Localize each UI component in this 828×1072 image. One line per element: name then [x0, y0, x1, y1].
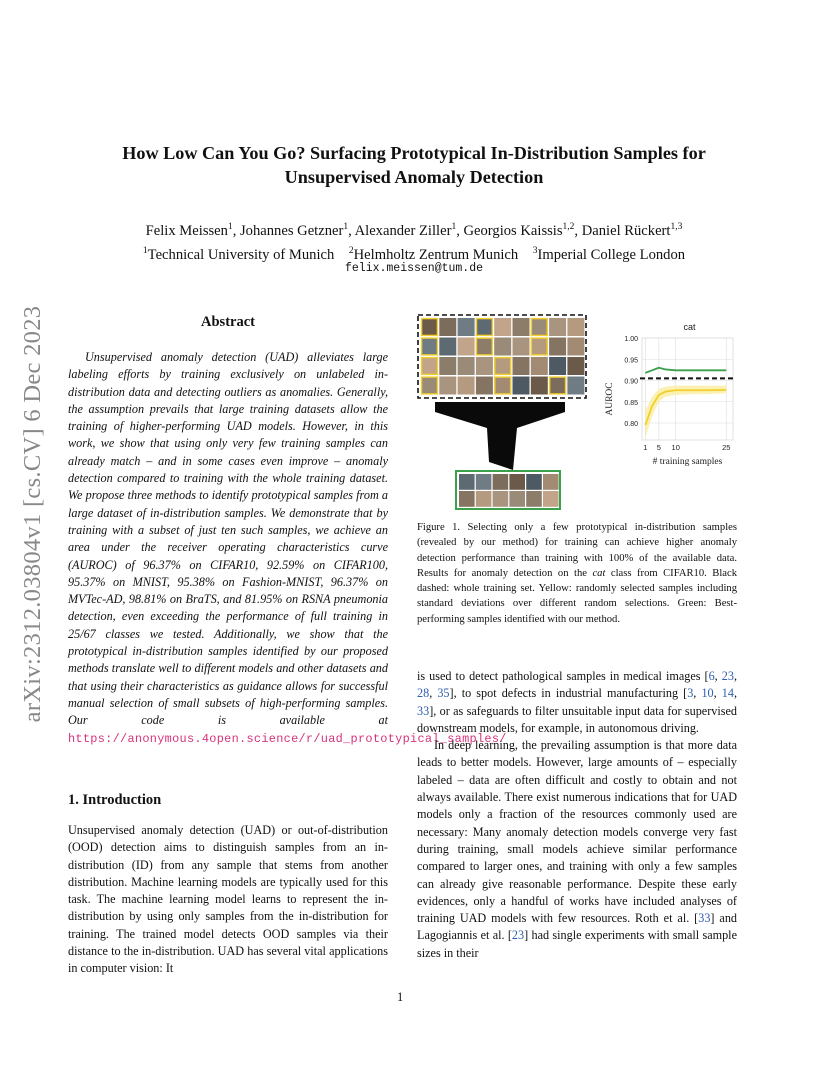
citation-link[interactable]: 33 — [417, 703, 430, 718]
intro-body: Unsupervised anomaly detection (UAD) or out-of-distribution (OOD) detection aims to distinguish samples from an in-distribution (ID) from any sample that stems from another distribution. Machine learning models are typically used for this task. The machine learning model learns to represent the in-distribution by using only samples from the in-distribution for training. The trained model detects OOD samples via their distance to the in-distribution. UAD has several vital applications in computer vision: It — [68, 823, 388, 976]
author-block — [60, 217, 768, 265]
caption-text: class from CIFAR10. Black dashed: whole training set. Yellow: randomly selected samples including standard deviations over different random selections. Green: Best-performing samples identified with our method. — [417, 567, 737, 625]
thumbnail — [421, 357, 438, 375]
thumbnail — [567, 377, 584, 395]
author-affil-sup: 1 — [451, 222, 457, 232]
thumbnail — [476, 377, 493, 395]
title-line-1: How Low Can You Go? Surfacing Prototypical In-Distribution Samples for — [122, 143, 706, 163]
thumbnail — [476, 357, 493, 375]
caption-text: Figure 1. Selecting only a few prototypical in-distribution samples (revealed by our method) for training can achieve higher anomaly detection performance than training with 100% of the available data. Results for anomaly detection on the — [417, 522, 737, 579]
y-tick-label: 0.90 — [624, 378, 638, 386]
x-tick-label: 25 — [722, 443, 731, 452]
right-paragraph-1: is used to detect pathological samples in medical images [6, 23, 28, 35], to spot defects in industrial manufacturing [3, 10, 14, 33], or as safeguards to filter unsuitable input data for supervised downstream models, for example, in autonomous driving. — [417, 669, 737, 735]
selected-thumbnail — [476, 474, 492, 490]
thumbnail — [494, 377, 511, 395]
thumbnail — [421, 318, 438, 336]
para-text: is used to detect pathological samples in medical images [ — [417, 669, 709, 683]
affiliation: Helmholtz Zentrum Munich — [353, 246, 519, 263]
affil-sup: 2 — [348, 245, 354, 256]
thumbnail — [549, 377, 566, 395]
citation-link[interactable]: 35 — [437, 686, 450, 701]
thumbnail — [567, 357, 584, 375]
thumbnail — [549, 338, 566, 356]
thumbnail — [531, 357, 548, 375]
selected-thumbnail — [476, 491, 492, 507]
y-tick-label: 0.85 — [624, 399, 638, 407]
author-name: Daniel Rückert — [581, 222, 671, 239]
thumbnail — [458, 338, 475, 356]
selected-thumbnail — [493, 491, 509, 507]
thumbnail — [513, 338, 530, 356]
thumbnail — [531, 338, 548, 356]
page-number: 1 — [397, 990, 404, 1004]
thumbnail — [494, 357, 511, 375]
x-axis-label: # training samples — [652, 457, 723, 467]
caption-class-name: cat — [592, 567, 606, 579]
selected-thumbnail — [493, 474, 509, 490]
author-affil-sup: 1,2 — [562, 222, 575, 232]
selected-thumbnail — [509, 474, 525, 490]
contact-email[interactable]: felix.meissen@tum.de — [344, 262, 484, 275]
para-text: ], or as safeguards to filter unsuitable input data for supervised downstream models, for example, in autonomous driving. — [417, 703, 737, 735]
author-line: Felix Meissen$^1$, Johannes Getzner$^1$, Alexander Ziller$^1$, Georgios Kaissis$^{1,2}$, Daniel Rückert$^{1,3}$ — [145, 222, 683, 239]
author-name: Johannes Getzner — [240, 222, 344, 239]
x-tick-label: 5 — [656, 443, 661, 452]
y-tick-label: 0.80 — [624, 421, 638, 428]
selected-thumbnail — [459, 474, 475, 490]
citation-link[interactable]: 10 — [701, 686, 714, 701]
author-affil-sup: 1 — [343, 222, 349, 232]
paper-title — [60, 141, 768, 189]
citation-link[interactable]: 33 — [698, 911, 711, 926]
selected-thumbnail — [526, 491, 542, 507]
thumbnail — [513, 357, 530, 375]
affil-sup: 3 — [532, 245, 538, 256]
thumbnail — [513, 377, 530, 395]
para-text: ], to spot defects in industrial manufacturing [ — [449, 686, 688, 701]
thumbnail — [458, 377, 475, 395]
citation-link[interactable]: 28 — [417, 686, 430, 701]
y-tick-label: 0.95 — [624, 357, 638, 365]
x-tick-label: 1 — [643, 443, 648, 452]
para-text: ] had single experiments with small sample sizes in their — [417, 928, 737, 960]
thumbnail — [494, 338, 511, 356]
selected-thumbnail — [526, 474, 542, 490]
intro-heading: 1. Introduction — [68, 792, 162, 808]
citation-link[interactable]: 23 — [511, 928, 525, 943]
thumbnail — [458, 357, 475, 375]
author-name: Alexander Ziller — [354, 222, 452, 239]
selected-thumbnail — [543, 474, 559, 490]
auroc-chart — [605, 322, 733, 467]
figure-1-graphic — [415, 310, 745, 510]
author-name: Georgios Kaissis — [463, 222, 563, 239]
funnel-icon — [435, 402, 565, 470]
thumbnail — [439, 377, 456, 395]
x-tick-label: 10 — [671, 443, 680, 452]
arxiv-stamp — [18, 290, 46, 740]
citation-link[interactable]: 3 — [687, 686, 694, 701]
right-paragraph-2 — [417, 737, 737, 962]
thumbnail — [549, 357, 566, 375]
author-name: Felix Meissen — [145, 222, 228, 239]
thumbnail — [513, 318, 530, 336]
thumbnail — [567, 338, 584, 356]
figure-caption — [417, 520, 737, 627]
figure-1 — [415, 310, 745, 510]
affiliation: Technical University of Munich — [147, 246, 335, 263]
thumbnail — [439, 318, 456, 336]
selected-samples — [456, 471, 560, 509]
para-text: In deep learning, the prevailing assumption is that more data leads to better models. However, large amounts of – especially labeled – data are often difficult and costly to obtain and not always available. There exist numerous indications that for UAD models only a fraction of the resources commonly used are necessary: Many anomaly detection models converge very fast during training, small models achieve similar performance compared to larger ones, and training with only a few samples can already give reasonable performance. Despite these early evidences, only a handful of works have included analyses of training UAD models with few resources. Roth et al. [ — [417, 738, 737, 926]
chart-title: cat — [683, 322, 696, 332]
affil-sup: 1 — [142, 245, 148, 256]
thumbnail — [421, 377, 438, 395]
thumbnail — [531, 377, 548, 395]
abstract-text: Unsupervised anomaly detection (UAD) alleviates large labeling efforts by training exclusively on unlabeled in-distribution data and detecting outliers as anomalies. Generally, the assumption prevails that large training datasets allow the training of higher-performing UAD models. However, in this work, we show that using only very few training samples can already match – and in some cases even improve – anomaly detection compared to training with the whole training dataset. We propose three methods to identify prototypical samples from a large dataset of in-distribution samples. We demonstrate that by training with a subset of just ten such samples, we achieve an area under the receiver operating characteristics curve (AUROC) of 96.37% on CIFAR10, 92.59% on CIFAR100, 95.37% on MNIST, 95.38% on Fashion-MNIST, 96.37% on MVTec-AD, 98.81% on BraTS, and 81.95% on RSNA pneumonia detection, even exceeding the performance of full training in 25/67 classes we tested. Additionally, we show that the prototypical in-distribution samples identified by our proposed methods translate well to different models and other datasets and that using their characteristics as guidance allows for successful manual selection of small subsets of high-performing samples. Our code is available at — [68, 350, 388, 728]
thumbnail — [439, 357, 456, 375]
thumbnail — [458, 318, 475, 336]
thumbnail — [567, 318, 584, 336]
right-column-body — [417, 668, 737, 962]
thumbnail — [439, 338, 456, 356]
y-axis-label: AUROC — [605, 382, 615, 416]
selected-thumbnail — [509, 491, 525, 507]
thumbnail — [549, 318, 566, 336]
title-line-2: Unsupervised Anomaly Detection — [284, 167, 544, 187]
author-affil-sup: 1,3 — [670, 222, 683, 232]
citation-link[interactable]: 14 — [721, 686, 734, 701]
arxiv-stamp-text: arXiv:2312.03804v1 [cs.CV] 6 Dec 2023 — [19, 305, 46, 723]
training-set-thumbnails — [418, 315, 586, 398]
y-tick-label: 1.00 — [624, 336, 638, 343]
para-text: ] and Lagogiannis et al. [ — [417, 911, 738, 943]
author-affil-sup: 1 — [227, 222, 233, 232]
affiliation: Imperial College London — [537, 246, 686, 263]
thumbnail — [421, 338, 438, 356]
thumbnail — [476, 338, 493, 356]
code-link[interactable]: https://anonymous.4open.science/r/uad_prototypical_samples/ — [68, 731, 507, 746]
thumbnail — [531, 318, 548, 336]
selected-thumbnail — [459, 491, 475, 507]
selected-thumbnail — [543, 491, 559, 507]
citation-link[interactable]: 6 — [708, 669, 715, 683]
thumbnail — [476, 318, 493, 336]
abstract-heading: Abstract — [201, 314, 255, 330]
thumbnail — [494, 318, 511, 336]
citation-link[interactable]: 23 — [721, 669, 734, 683]
